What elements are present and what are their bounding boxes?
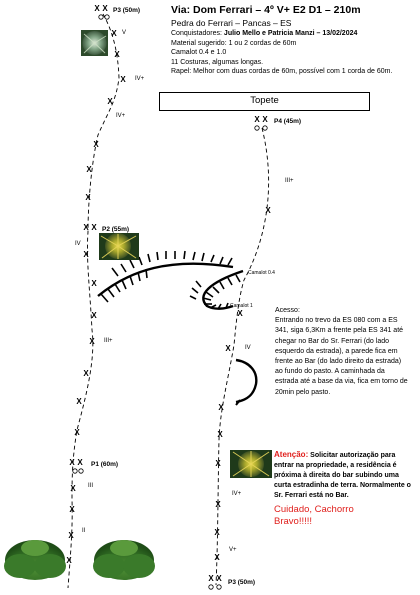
bolt-x-icon: X <box>120 75 126 84</box>
anchor-chain-icon <box>83 223 97 232</box>
svg-text:X: X <box>102 4 108 13</box>
svg-text:X: X <box>83 223 89 232</box>
gear-label: Camalot 0.4 <box>248 270 275 276</box>
anchor-chain-icon <box>94 4 109 19</box>
svg-text:X: X <box>94 4 100 13</box>
anchor-label: P2 (55m) <box>102 226 130 233</box>
anchor-label: P3 (50m) <box>113 7 141 14</box>
bolt-x-icon: X <box>215 500 221 509</box>
route-camalot: Camalot 0.4 e 1.0 <box>171 49 227 57</box>
access-text: Entrando no trevo da ES 080 com a ES 341, siga 6,3Km a frente pela ES 341 até chegar no Bar do Sr. Ferrari (do lado esquerdo da estrada), a parede fica em frente ao Bar (do lado direito da estrada) ao fundo do pasto. A caminhada da estrada até a base da via, fica em torno de 20min pelo pasto. <box>275 317 408 396</box>
grade-label: IV+ <box>232 491 242 497</box>
grade-label: IV+ <box>116 113 126 119</box>
svg-text:X: X <box>69 458 75 467</box>
bolt-x-icon: X <box>89 337 95 346</box>
attention-note: Atenção: Solicitar autorização para entrar na propriedade, a residência é próxima à direita do bar subindo uma curta estradinha de terra. Normalmente o Sr. Ferrari está no Bar. <box>274 450 411 499</box>
bolt-x-icon: X <box>215 459 221 468</box>
right-route-line <box>216 128 269 585</box>
svg-text:X: X <box>77 458 83 467</box>
route-material: Material sugerido: 1 ou 2 cordas de 60m <box>171 39 297 47</box>
svg-text:X: X <box>254 115 260 124</box>
bolt-x-icon: X <box>237 309 243 318</box>
bolt-x-icon: X <box>66 556 72 565</box>
crack-feature <box>236 360 256 402</box>
grade-label: IV+ <box>135 76 145 82</box>
topete-label: Topete <box>159 92 370 111</box>
bolt-x-icon: X <box>93 140 99 149</box>
dog-warning: Cuidado, Cachorro Bravo!!!!! <box>274 504 354 527</box>
bolt-x-icon: X <box>86 165 92 174</box>
grade-label: III+ <box>285 178 294 184</box>
bolt-x-icon: X <box>74 428 80 437</box>
access-info <box>275 306 410 398</box>
anchor-label: P1 (60m) <box>91 461 119 468</box>
bromeliad-photo <box>81 30 108 56</box>
bolt-x-icon: X <box>91 279 97 288</box>
bolt-x-icon: X <box>76 397 82 406</box>
access-heading: Acesso: <box>275 307 300 314</box>
bolt-x-icon: X <box>214 528 220 537</box>
bolt-x-icon: X <box>225 344 231 353</box>
grade-label: IV <box>75 241 81 247</box>
svg-text:X: X <box>208 574 214 583</box>
bolt-x-icon: X <box>107 97 113 106</box>
grade-label: III+ <box>104 338 113 344</box>
bush-photo <box>93 540 155 580</box>
bolt-x-icon: X <box>83 250 89 259</box>
bolt-x-icon: X <box>214 553 220 562</box>
route-info <box>171 4 416 77</box>
route-conquistadores: Conquistadores: Julio Mello e Patricia Manzi – 13/02/2024 <box>171 30 358 37</box>
gear-label: Camalot 1 <box>230 303 253 309</box>
route-title: Via: Dom Ferrari – 4º V+ E2 D1 – 210m <box>171 4 361 16</box>
svg-text:X: X <box>91 223 97 232</box>
bolt-x-icon: X <box>68 531 74 540</box>
anchor-label: P3 (50m) <box>228 579 256 586</box>
bolt-x-icon: X <box>85 193 91 202</box>
anchor-chain-icon <box>69 458 83 473</box>
bolt-x-icon: X <box>69 505 75 514</box>
anchor-label: P4 (45m) <box>274 118 302 125</box>
bolt-x-icon: X <box>111 29 117 38</box>
grade-label: II <box>82 528 86 534</box>
anchor-chain-icon <box>208 574 222 589</box>
grade-label: III <box>88 483 94 489</box>
svg-text:X: X <box>216 574 222 583</box>
bromeliad-photo <box>99 233 139 260</box>
route-location: Pedra do Ferrari – Pancas – ES <box>171 18 292 28</box>
bolt-x-icon: X <box>70 484 76 493</box>
grade-label: V <box>122 30 127 36</box>
bolt-x-icon: X <box>91 311 97 320</box>
grade-label: V+ <box>229 547 237 553</box>
bolt-x-icon: X <box>218 403 224 412</box>
bush-photo <box>4 540 66 580</box>
svg-text:X: X <box>262 115 268 124</box>
route-rapel: Rapel: Melhor com duas cordas de 60m, possível com 1 corda de 60m. <box>171 68 393 76</box>
grade-label: IV <box>245 345 251 351</box>
bolt-x-icon: X <box>217 430 223 439</box>
bromeliad-photo <box>230 450 272 478</box>
bolt-x-icon: X <box>265 206 271 215</box>
bolt-x-icon: X <box>83 369 89 378</box>
route-costuras: 11 Costuras, algumas longas. <box>171 58 264 66</box>
anchor-chain-icon <box>254 115 268 130</box>
bolt-x-icon: X <box>114 50 120 59</box>
